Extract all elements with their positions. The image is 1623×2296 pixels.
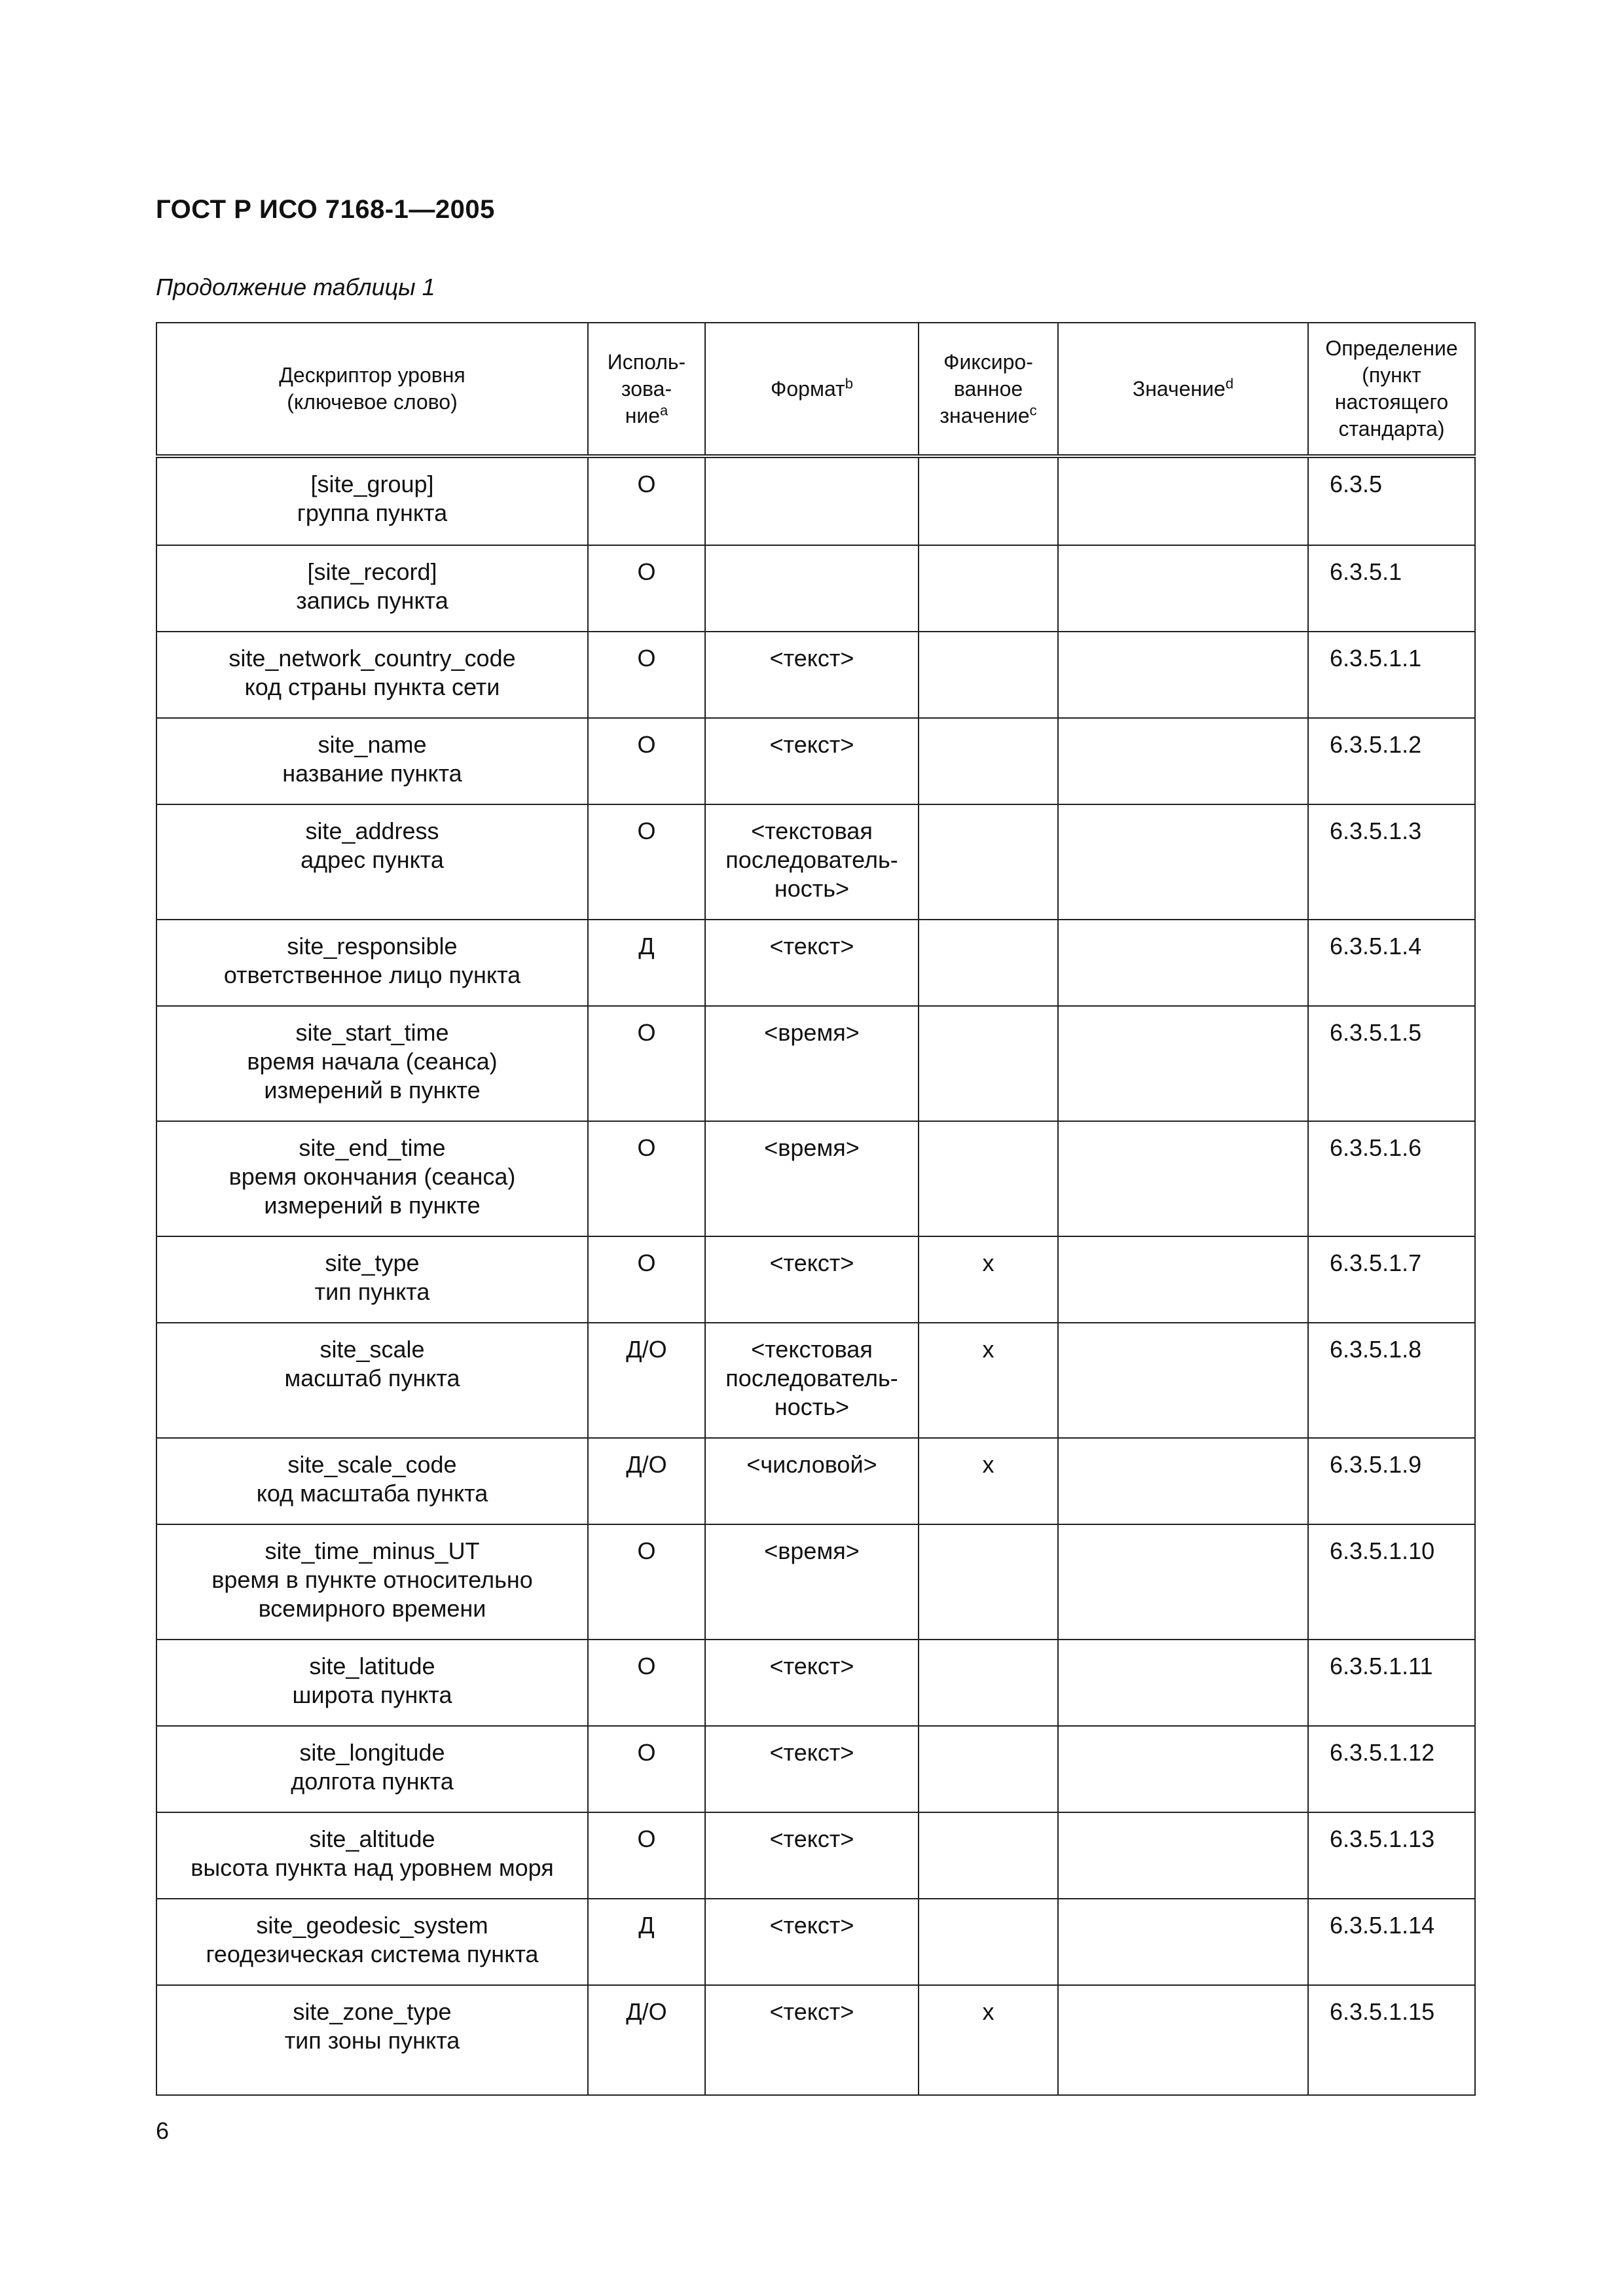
header-descriptor bbox=[156, 323, 588, 456]
cell-format-line: <текст> bbox=[769, 1653, 854, 1679]
cell-fixed-value bbox=[919, 1726, 1058, 1812]
cell-format-line: <текст> bbox=[769, 1825, 854, 1852]
cell-format bbox=[705, 456, 919, 545]
cell-descriptor-line: site_zone_type bbox=[293, 1998, 452, 2025]
cell-format-line: <текстовая bbox=[751, 817, 873, 844]
cell-descriptor bbox=[156, 1985, 588, 2095]
cell-descriptor bbox=[156, 1006, 588, 1121]
cell-fixed-value bbox=[919, 1121, 1058, 1236]
cell-value bbox=[1058, 1812, 1308, 1899]
table-row bbox=[156, 920, 1475, 1006]
cell-value bbox=[1058, 804, 1308, 920]
table-row bbox=[156, 718, 1475, 804]
header-format bbox=[705, 323, 919, 456]
cell-definition: 6.3.5.1.12 bbox=[1308, 1726, 1475, 1812]
cell-descriptor-line: геодезическая система пункта bbox=[206, 1941, 539, 1967]
table-row bbox=[156, 456, 1475, 545]
cell-format bbox=[705, 1726, 919, 1812]
cell-value bbox=[1058, 1640, 1308, 1726]
cell-format-line: <время> bbox=[764, 1019, 860, 1046]
cell-fixed-value bbox=[919, 1899, 1058, 1985]
header-definition bbox=[1308, 323, 1475, 456]
cell-descriptor bbox=[156, 804, 588, 920]
cell-descriptor-line: время окончания (сеанса) bbox=[228, 1163, 516, 1190]
cell-descriptor bbox=[156, 632, 588, 718]
cell-format-line: <текст> bbox=[769, 731, 854, 758]
table-row bbox=[156, 632, 1475, 718]
cell-format-line: последователь- bbox=[725, 846, 898, 873]
cell-descriptor-line: site_responsible bbox=[287, 933, 458, 960]
header-fixed-line: Фиксиро- bbox=[943, 350, 1033, 374]
cell-descriptor bbox=[156, 1640, 588, 1726]
cell-descriptor-line: site_address bbox=[305, 817, 439, 844]
cell-descriptor bbox=[156, 1323, 588, 1438]
cell-fixed-value bbox=[919, 456, 1058, 545]
table-row bbox=[156, 1726, 1475, 1812]
cell-usage: Д bbox=[588, 920, 705, 1006]
table-header-row bbox=[156, 323, 1475, 456]
cell-descriptor-line: site_network_country_code bbox=[228, 645, 516, 672]
cell-descriptor-line: site_latitude bbox=[309, 1653, 435, 1679]
cell-usage: О bbox=[588, 1640, 705, 1726]
cell-format bbox=[705, 1006, 919, 1121]
cell-descriptor-line: код масштаба пункта bbox=[256, 1480, 488, 1507]
cell-definition: 6.3.5.1.4 bbox=[1308, 920, 1475, 1006]
cell-fixed-value bbox=[919, 1006, 1058, 1121]
cell-definition: 6.3.5.1.9 bbox=[1308, 1438, 1475, 1524]
cell-descriptor-line: ответственное лицо пункта bbox=[223, 961, 521, 988]
cell-format-line: <числовой> bbox=[746, 1451, 877, 1478]
cell-descriptor-line: долгота пункта bbox=[291, 1768, 454, 1795]
footnote-mark: a bbox=[660, 401, 668, 418]
cell-fixed-value: x bbox=[919, 1438, 1058, 1524]
cell-descriptor bbox=[156, 1812, 588, 1899]
cell-descriptor bbox=[156, 718, 588, 804]
cell-definition: 6.3.5.1.3 bbox=[1308, 804, 1475, 920]
header-definition-line: настоящего bbox=[1334, 390, 1449, 414]
cell-descriptor bbox=[156, 920, 588, 1006]
cell-format bbox=[705, 1236, 919, 1323]
footnote-mark: b bbox=[845, 374, 853, 391]
cell-descriptor-line: время в пункте относительно bbox=[211, 1566, 533, 1593]
cell-value bbox=[1058, 1236, 1308, 1323]
cell-format-line: ность> bbox=[774, 875, 850, 902]
cell-value bbox=[1058, 1121, 1308, 1236]
page-number: 6 bbox=[156, 2117, 170, 2144]
table-row bbox=[156, 1323, 1475, 1438]
header-fixed-value bbox=[919, 323, 1058, 456]
cell-usage: О bbox=[588, 456, 705, 545]
cell-format bbox=[705, 718, 919, 804]
cell-descriptor-line: адрес пункта bbox=[301, 846, 444, 873]
table-row bbox=[156, 1236, 1475, 1323]
cell-value bbox=[1058, 718, 1308, 804]
header-definition-line: Определение bbox=[1325, 336, 1458, 360]
cell-format bbox=[705, 1524, 919, 1640]
header-descriptor-line: (ключевое слово) bbox=[287, 390, 458, 414]
document-header: ГОСТ Р ИСО 7168-1—2005 bbox=[156, 195, 495, 224]
table-body bbox=[156, 456, 1475, 2095]
cell-format-line: ность> bbox=[774, 1393, 850, 1420]
cell-value bbox=[1058, 920, 1308, 1006]
table-row bbox=[156, 1640, 1475, 1726]
footnote-mark: c bbox=[1029, 401, 1037, 418]
cell-descriptor-line: время начала (сеанса) bbox=[247, 1048, 498, 1075]
cell-definition: 6.3.5.1.13 bbox=[1308, 1812, 1475, 1899]
cell-descriptor-line: site_longitude bbox=[299, 1739, 445, 1766]
cell-descriptor bbox=[156, 456, 588, 545]
table-row bbox=[156, 545, 1475, 632]
cell-format bbox=[705, 1323, 919, 1438]
cell-format bbox=[705, 1899, 919, 1985]
cell-format-line: <время> bbox=[764, 1537, 860, 1564]
table-row bbox=[156, 1524, 1475, 1640]
header-fixed-text: значение bbox=[939, 403, 1030, 427]
cell-fixed-value bbox=[919, 1812, 1058, 1899]
cell-descriptor-line: site_scale bbox=[319, 1336, 425, 1363]
table-row bbox=[156, 1899, 1475, 1985]
header-fixed-line: ванное bbox=[953, 376, 1023, 401]
cell-descriptor-line: запись пункта bbox=[296, 587, 448, 614]
cell-format bbox=[705, 1812, 919, 1899]
cell-descriptor bbox=[156, 1121, 588, 1236]
cell-format-line: <текст> bbox=[769, 933, 854, 960]
cell-value bbox=[1058, 1899, 1308, 1985]
cell-usage: О bbox=[588, 1236, 705, 1323]
cell-fixed-value bbox=[919, 545, 1058, 632]
cell-descriptor-line: тип зоны пункта bbox=[284, 2027, 460, 2054]
cell-descriptor-line: тип пункта bbox=[314, 1278, 430, 1305]
cell-descriptor-line: группа пункта bbox=[297, 499, 448, 526]
cell-definition: 6.3.5.1.11 bbox=[1308, 1640, 1475, 1726]
cell-format-line: <время> bbox=[764, 1134, 860, 1161]
cell-value bbox=[1058, 632, 1308, 718]
cell-definition: 6.3.5 bbox=[1308, 456, 1475, 545]
cell-descriptor-line: site_geodesic_system bbox=[256, 1912, 488, 1939]
header-usage-line: Исполь- bbox=[607, 350, 686, 374]
cell-format-line: <текст> bbox=[769, 1249, 854, 1276]
cell-descriptor-line: site_name bbox=[318, 731, 427, 758]
cell-usage: О bbox=[588, 1726, 705, 1812]
cell-descriptor bbox=[156, 1524, 588, 1640]
cell-value bbox=[1058, 545, 1308, 632]
header-definition-line: (пункт bbox=[1362, 363, 1421, 387]
cell-usage: Д/О bbox=[588, 1985, 705, 2095]
cell-format bbox=[705, 545, 919, 632]
cell-descriptor-line: высота пункта над уровнем моря bbox=[191, 1854, 554, 1881]
cell-usage: Д/О bbox=[588, 1438, 705, 1524]
cell-definition: 6.3.5.1.1 bbox=[1308, 632, 1475, 718]
cell-value bbox=[1058, 1323, 1308, 1438]
header-fixed-line bbox=[923, 403, 1053, 429]
cell-definition: 6.3.5.1.10 bbox=[1308, 1524, 1475, 1640]
descriptor-table bbox=[156, 322, 1476, 2096]
cell-descriptor-line: код страны пункта сети bbox=[244, 673, 500, 700]
cell-fixed-value bbox=[919, 718, 1058, 804]
cell-descriptor-line: site_start_time bbox=[295, 1019, 449, 1046]
cell-definition: 6.3.5.1 bbox=[1308, 545, 1475, 632]
cell-format bbox=[705, 1985, 919, 2095]
cell-usage: О bbox=[588, 1006, 705, 1121]
cell-format bbox=[705, 632, 919, 718]
cell-fixed-value: x bbox=[919, 1985, 1058, 2095]
cell-definition: 6.3.5.1.7 bbox=[1308, 1236, 1475, 1323]
cell-definition: 6.3.5.1.5 bbox=[1308, 1006, 1475, 1121]
cell-value bbox=[1058, 1985, 1308, 2095]
cell-fixed-value: x bbox=[919, 1323, 1058, 1438]
cell-descriptor-line: всемирного времени bbox=[258, 1595, 486, 1622]
cell-definition: 6.3.5.1.8 bbox=[1308, 1323, 1475, 1438]
footnote-mark: d bbox=[1225, 374, 1234, 391]
cell-definition: 6.3.5.1.14 bbox=[1308, 1899, 1475, 1985]
table-row bbox=[156, 1006, 1475, 1121]
cell-descriptor-line: site_altitude bbox=[309, 1825, 435, 1852]
cell-usage: О bbox=[588, 1121, 705, 1236]
cell-format-line: <текст> bbox=[769, 1912, 854, 1939]
cell-descriptor-line: [site_record] bbox=[307, 558, 437, 585]
cell-value bbox=[1058, 1438, 1308, 1524]
cell-value bbox=[1058, 456, 1308, 545]
cell-format bbox=[705, 804, 919, 920]
cell-format bbox=[705, 1438, 919, 1524]
cell-descriptor-line: site_scale_code bbox=[287, 1451, 457, 1478]
header-usage-line: зова- bbox=[621, 376, 672, 401]
table-row bbox=[156, 804, 1475, 920]
cell-format bbox=[705, 1640, 919, 1726]
header-descriptor-line: Дескриптор уровня bbox=[279, 363, 465, 387]
cell-format bbox=[705, 1121, 919, 1236]
cell-usage: О bbox=[588, 804, 705, 920]
cell-fixed-value bbox=[919, 632, 1058, 718]
header-definition-line: стандарта) bbox=[1338, 417, 1445, 440]
table-row bbox=[156, 1438, 1475, 1524]
cell-value bbox=[1058, 1006, 1308, 1121]
header-usage bbox=[588, 323, 705, 456]
cell-definition: 6.3.5.1.2 bbox=[1308, 718, 1475, 804]
cell-definition: 6.3.5.1.15 bbox=[1308, 1985, 1475, 2095]
cell-descriptor bbox=[156, 1726, 588, 1812]
cell-descriptor-line: измерений в пункте bbox=[264, 1192, 481, 1219]
cell-fixed-value bbox=[919, 1640, 1058, 1726]
cell-fixed-value bbox=[919, 1524, 1058, 1640]
cell-descriptor-line: [site_group] bbox=[310, 471, 434, 497]
cell-usage: Д bbox=[588, 1899, 705, 1985]
cell-format-line: <текст> bbox=[769, 1998, 854, 2025]
cell-descriptor-line: название пункта bbox=[282, 760, 462, 787]
cell-fixed-value: x bbox=[919, 1236, 1058, 1323]
table-row bbox=[156, 1985, 1475, 2095]
cell-descriptor bbox=[156, 1899, 588, 1985]
cell-usage: О bbox=[588, 545, 705, 632]
cell-descriptor-line: измерений в пункте bbox=[264, 1077, 481, 1103]
cell-descriptor bbox=[156, 545, 588, 632]
cell-usage: Д/О bbox=[588, 1323, 705, 1438]
cell-format-line: <текстовая bbox=[751, 1336, 873, 1363]
cell-descriptor-line: масштаб пункта bbox=[284, 1365, 460, 1391]
cell-value bbox=[1058, 1524, 1308, 1640]
cell-format bbox=[705, 920, 919, 1006]
cell-descriptor bbox=[156, 1236, 588, 1323]
cell-fixed-value bbox=[919, 920, 1058, 1006]
cell-definition: 6.3.5.1.6 bbox=[1308, 1121, 1475, 1236]
cell-usage: О bbox=[588, 1812, 705, 1899]
cell-descriptor-line: site_time_minus_UT bbox=[264, 1537, 480, 1564]
cell-format-line: последователь- bbox=[725, 1365, 898, 1391]
header-usage-text: ние bbox=[625, 403, 661, 427]
table-caption: Продолжение таблицы 1 bbox=[156, 274, 435, 300]
cell-descriptor-line: site_end_time bbox=[299, 1134, 446, 1161]
cell-format-line: <текст> bbox=[769, 645, 854, 672]
table-row bbox=[156, 1121, 1475, 1236]
header-value-line bbox=[1063, 376, 1304, 403]
header-usage-line bbox=[593, 403, 701, 429]
cell-usage: О bbox=[588, 632, 705, 718]
cell-descriptor-line: site_type bbox=[325, 1249, 420, 1276]
cell-descriptor-line: широта пункта bbox=[292, 1681, 452, 1708]
header-format-line bbox=[710, 376, 914, 403]
header-value bbox=[1058, 323, 1308, 456]
cell-format-line: <текст> bbox=[769, 1739, 854, 1766]
cell-usage: О bbox=[588, 718, 705, 804]
cell-descriptor bbox=[156, 1438, 588, 1524]
table-row bbox=[156, 1812, 1475, 1899]
cell-value bbox=[1058, 1726, 1308, 1812]
header-value-text: Значение bbox=[1132, 376, 1226, 401]
cell-usage: О bbox=[588, 1524, 705, 1640]
cell-fixed-value bbox=[919, 804, 1058, 920]
header-format-text: Формат bbox=[771, 376, 845, 401]
